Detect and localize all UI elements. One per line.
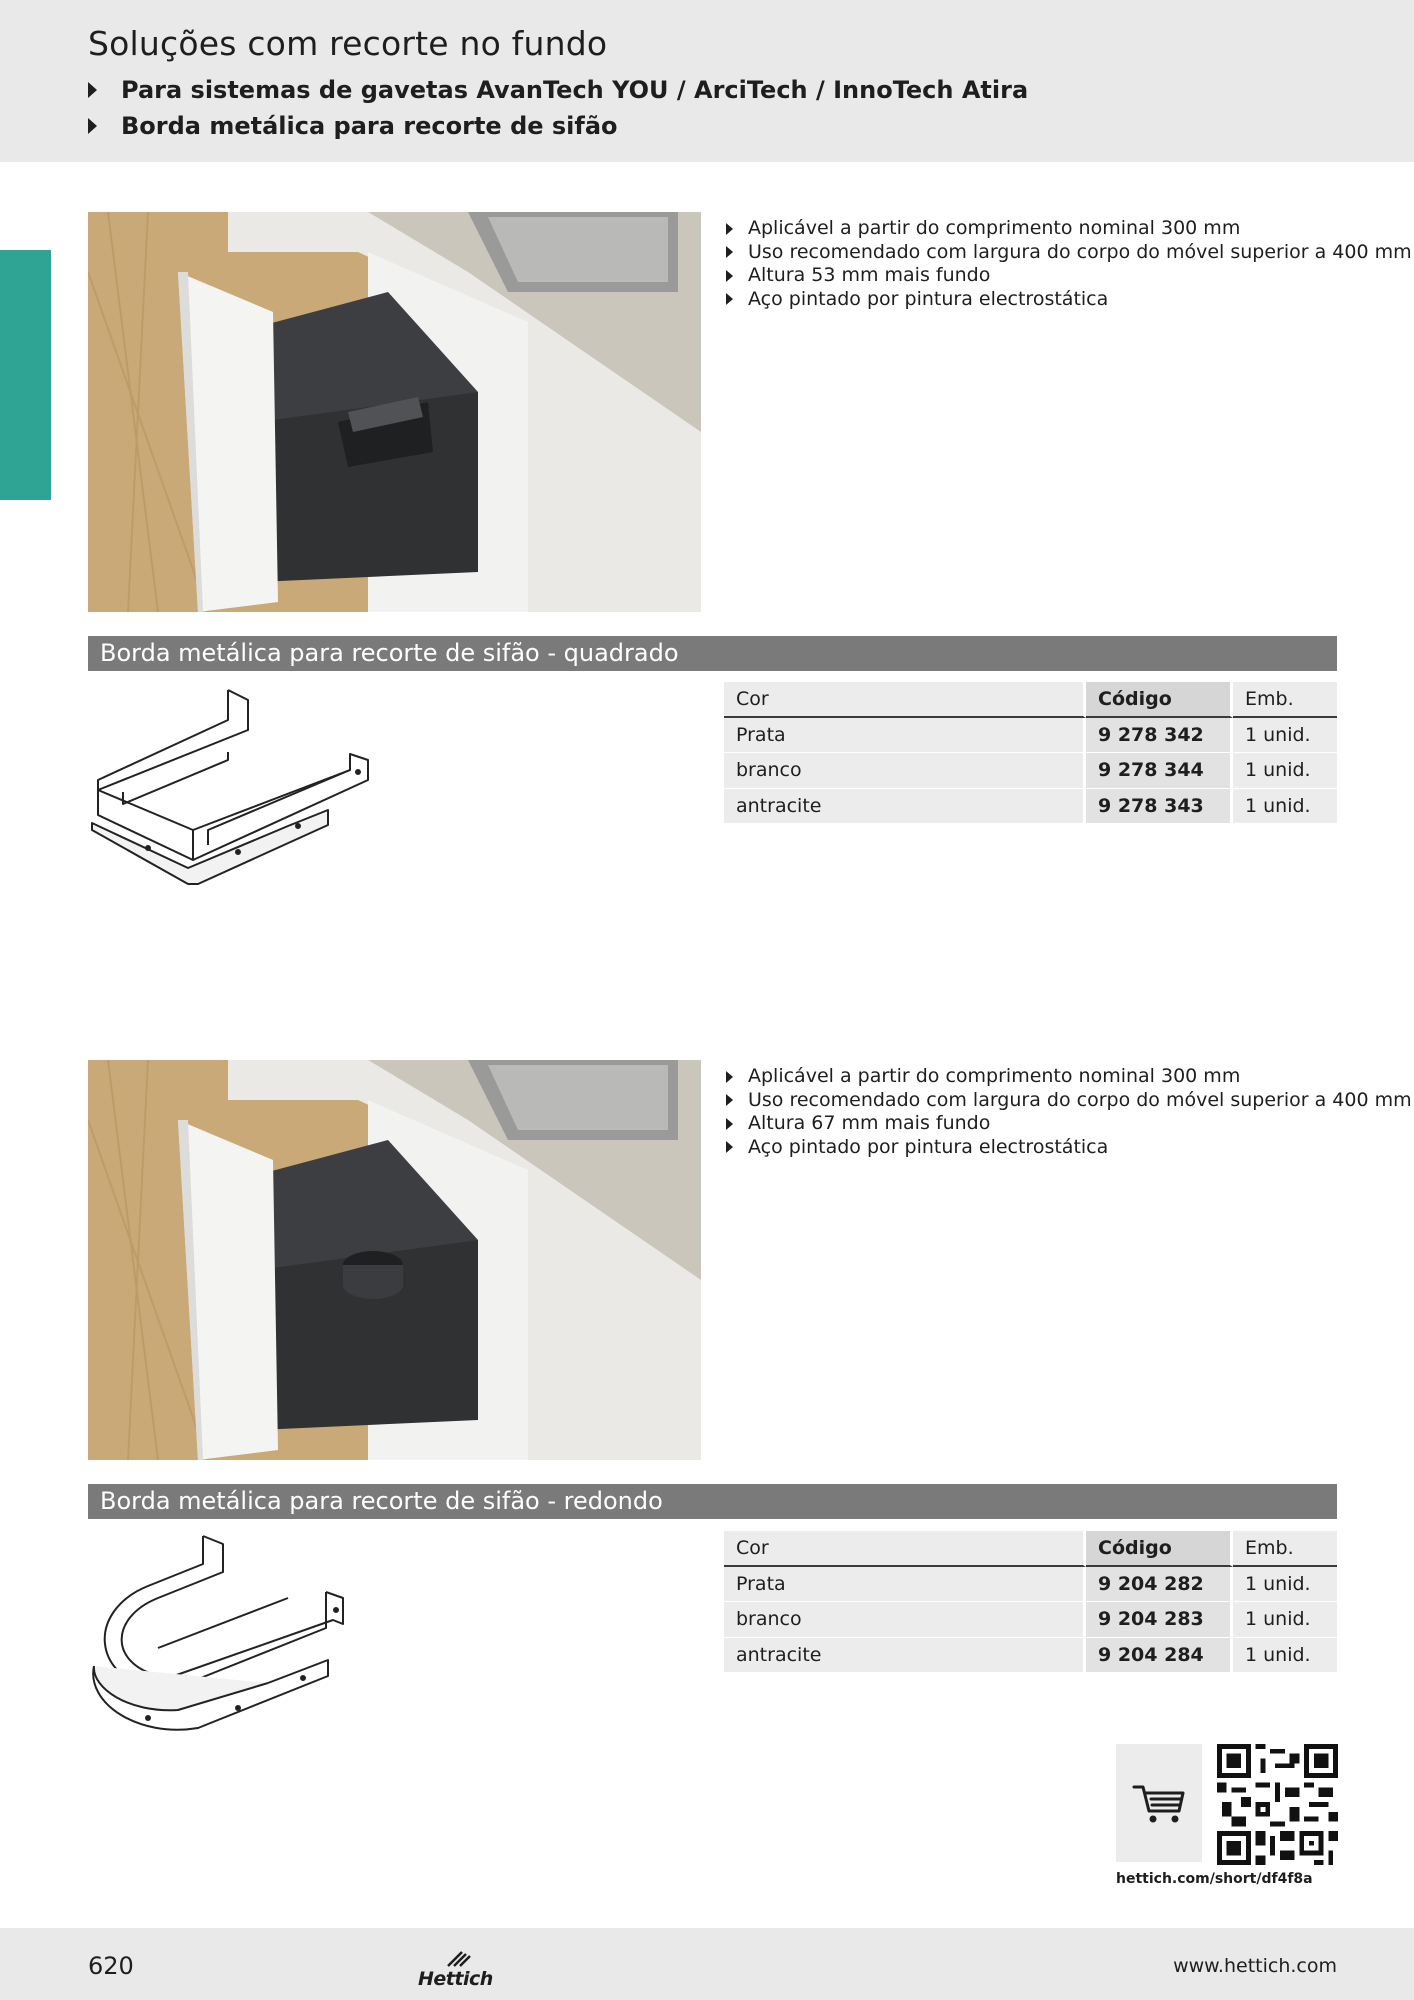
subtitle-systems-text: Para sistemas de gavetas AvanTech YOU / ArciTech / InnoTech Atira bbox=[121, 76, 1029, 104]
feature-item: Aço pintado por pintura electrostática bbox=[726, 288, 1412, 312]
feature-list-square bbox=[726, 217, 1412, 311]
feature-item: Aplicável a partir do comprimento nominal 300 mm bbox=[726, 217, 1412, 241]
section-title-round: Borda metálica para recorte de sifão - redondo bbox=[88, 1484, 1337, 1519]
column-header-color: Cor bbox=[724, 682, 1086, 718]
triangle-bullet-icon bbox=[726, 1141, 733, 1153]
triangle-bullet-icon bbox=[726, 1118, 733, 1130]
square-edge-drawing bbox=[88, 680, 388, 900]
feature-list-round bbox=[726, 1065, 1412, 1159]
product-photo-square bbox=[88, 212, 701, 612]
round-edge-drawing bbox=[88, 1528, 388, 1748]
subtitle-product-text: Borda metálica para recorte de sifão bbox=[121, 112, 618, 140]
triangle-bullet-icon bbox=[88, 118, 97, 134]
column-header-pack: Emb. bbox=[1233, 682, 1337, 718]
page-footer bbox=[0, 1928, 1414, 2000]
product-code: 9 204 284 bbox=[1086, 1638, 1233, 1674]
page-number: 620 bbox=[88, 1952, 134, 1980]
subtitle-systems bbox=[88, 76, 1028, 104]
shopping-cart-icon bbox=[1131, 1781, 1187, 1825]
shop-cart-button[interactable] bbox=[1116, 1744, 1202, 1862]
hettich-logo: Hettich bbox=[418, 1942, 498, 1990]
product-table-square bbox=[724, 682, 1337, 824]
table-row: Prata 9 204 282 1 unid. bbox=[724, 1567, 1337, 1603]
feature-item: Uso recomendado com largura do corpo do móvel superior a 400 mm bbox=[726, 241, 1412, 265]
product-table-round bbox=[724, 1531, 1337, 1673]
triangle-bullet-icon bbox=[726, 246, 733, 258]
table-row: Prata 9 278 342 1 unid. bbox=[724, 718, 1337, 754]
page-title: Soluções com recorte no fundo bbox=[88, 24, 608, 63]
table-header-row bbox=[724, 1531, 1337, 1567]
product-code: 9 278 342 bbox=[1086, 718, 1233, 754]
qr-code[interactable] bbox=[1217, 1744, 1338, 1865]
column-header-color: Cor bbox=[724, 1531, 1086, 1567]
table-row: branco 9 204 283 1 unid. bbox=[724, 1602, 1337, 1638]
table-row: antracite 9 278 343 1 unid. bbox=[724, 789, 1337, 825]
triangle-bullet-icon bbox=[88, 82, 97, 98]
triangle-bullet-icon bbox=[726, 293, 733, 305]
product-code: 9 278 344 bbox=[1086, 753, 1233, 789]
column-header-code: Código bbox=[1086, 682, 1233, 718]
subtitle-product bbox=[88, 112, 618, 140]
feature-item: Uso recomendado com largura do corpo do móvel superior a 400 mm bbox=[726, 1089, 1412, 1113]
product-code: 9 204 282 bbox=[1086, 1567, 1233, 1603]
website-link[interactable]: www.hettich.com bbox=[1173, 1955, 1337, 1977]
chapter-side-tab bbox=[0, 250, 51, 500]
table-row: branco 9 278 344 1 unid. bbox=[724, 753, 1337, 789]
triangle-bullet-icon bbox=[726, 1094, 733, 1106]
section-title-square: Borda metálica para recorte de sifão - quadrado bbox=[88, 636, 1337, 671]
short-link[interactable]: hettich.com/short/df4f8a bbox=[1116, 1871, 1313, 1887]
product-photo-round bbox=[88, 1060, 701, 1460]
column-header-pack: Emb. bbox=[1233, 1531, 1337, 1567]
feature-item: Altura 53 mm mais fundo bbox=[726, 264, 1412, 288]
feature-item: Aço pintado por pintura electrostática bbox=[726, 1136, 1412, 1160]
table-header-row bbox=[724, 682, 1337, 718]
product-code: 9 278 343 bbox=[1086, 789, 1233, 825]
triangle-bullet-icon bbox=[726, 270, 733, 282]
table-row: antracite 9 204 284 1 unid. bbox=[724, 1638, 1337, 1674]
triangle-bullet-icon bbox=[726, 223, 733, 235]
column-header-code: Código bbox=[1086, 1531, 1233, 1567]
feature-item: Aplicável a partir do comprimento nominal 300 mm bbox=[726, 1065, 1412, 1089]
feature-item: Altura 67 mm mais fundo bbox=[726, 1112, 1412, 1136]
triangle-bullet-icon bbox=[726, 1071, 733, 1083]
product-code: 9 204 283 bbox=[1086, 1602, 1233, 1638]
page-header bbox=[0, 0, 1414, 162]
